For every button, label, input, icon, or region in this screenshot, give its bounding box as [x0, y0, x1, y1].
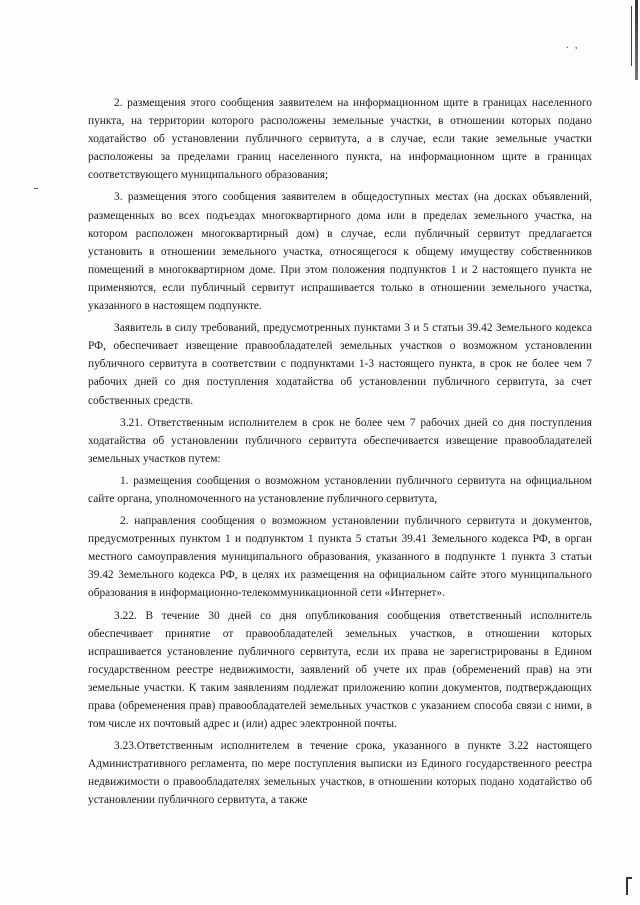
paragraph-item-2: 2. размещения этого сообщения заявителем на информационном щите в границах населенного пункта, на территории которого расположены земельные участки, в отношении которых подано ходатайство об установлении публичного сервитута, а в случае, если такие земельные участки расположены за пределами границ населенного пункта, на информационном щите в границах соответствующего муниципального образования; [88, 97, 592, 182]
paragraph-3-21: 3.21. Ответственным исполнителем в срок не более чем 7 рабочих дней со дня поступления ходатайства об установлении публичного сервитута обеспечивается извещение правообладателей земельных участков путем: [88, 416, 592, 465]
paragraph-item-3: 3. размещения этого сообщения заявителем в общедоступных местах (на досках объявлений, размещенных во всех подъездах многоквартирного дома или в пределах земельного участка, на котором расположен многоквартирный дом) в случае, если публичный сервитут предлагается установить в отношении земельного участка, относящегося к общему имуществу собственников помещений в многоквартирном доме. При этом положения подпунктов 1 и 2 настоящего пункта не применяются, если публичный сервитут испрашивается только в отношении земельного участка, указанного в настоящем подпункте. [88, 191, 592, 313]
scan-corner-mark [626, 877, 632, 895]
scan-artifact-tick [34, 188, 38, 189]
document-body [88, 94, 592, 810]
paragraph-3-21-item-1: 1. размещения сообщения о возможном установлении публичного сервитута на официальном сайте органа, уполномоченного на установление публичного сервитута, [88, 474, 592, 505]
paragraph-3-23: 3.23.Ответственным исполнителем в течение срока, указанного в пункте 3.22 настоящего Административного регламента, по мере поступления выписки из Единого государственного реестра недвижимости о правообладателях земельных участков, в отношении которых подано ходатайство об установлении публичного сервитута, а также [88, 740, 592, 807]
scan-edge-line [631, 6, 632, 66]
scan-edge-mark [635, 0, 638, 80]
paragraph-applicant: Заявитель в силу требований, предусмотренных пунктами 3 и 5 статьи 39.42 Земельного кодекса РФ, обеспечивает извещение правообладателей земельных участков о возможном установлении публичного сервитута в соответствии с подпунктами 1-3 настоящего пункта, в срок не более чем 7 рабочих дней со дня поступления ходатайства об установлении публичного сервитута, за счет собственных средств. [88, 322, 592, 407]
scan-artifact-dots: . , [566, 40, 580, 51]
paragraph-3-22: 3.22. В течение 30 дней со дня опубликования сообщения ответственный исполнитель обеспечивает принятие от правообладателей земельных участков, в отношении которых испрашивается установление публичного сервитута, если их права не зарегистрированы в Едином государственном реестре недвижимости, заявлений об учете их прав (обременений прав) на эти земельные участки. К таким заявлениям подлежат приложению копии документов, подтверждающих права (обременения прав) правообладателей земельных участков с указанием способа связи с ними, в том числе их почтовый адрес и (или) адрес электронной почты. [88, 609, 592, 731]
paragraph-3-21-item-2: 2. направления сообщения о возможном установлении публичного сервитута и документов, предусмотренных пунктом 1 и подпунктом 1 пункта 5 статьи 39.41 Земельного кодекса РФ, в орган местного самоуправления муниципального образования, указанного в подпункте 1 пункта 3 статьи 39.42 Земельного кодекса РФ, в целях их размещения на официальном сайте этого муниципального образования в информационно-телекоммуникационной сети «Интернет». [88, 515, 592, 600]
